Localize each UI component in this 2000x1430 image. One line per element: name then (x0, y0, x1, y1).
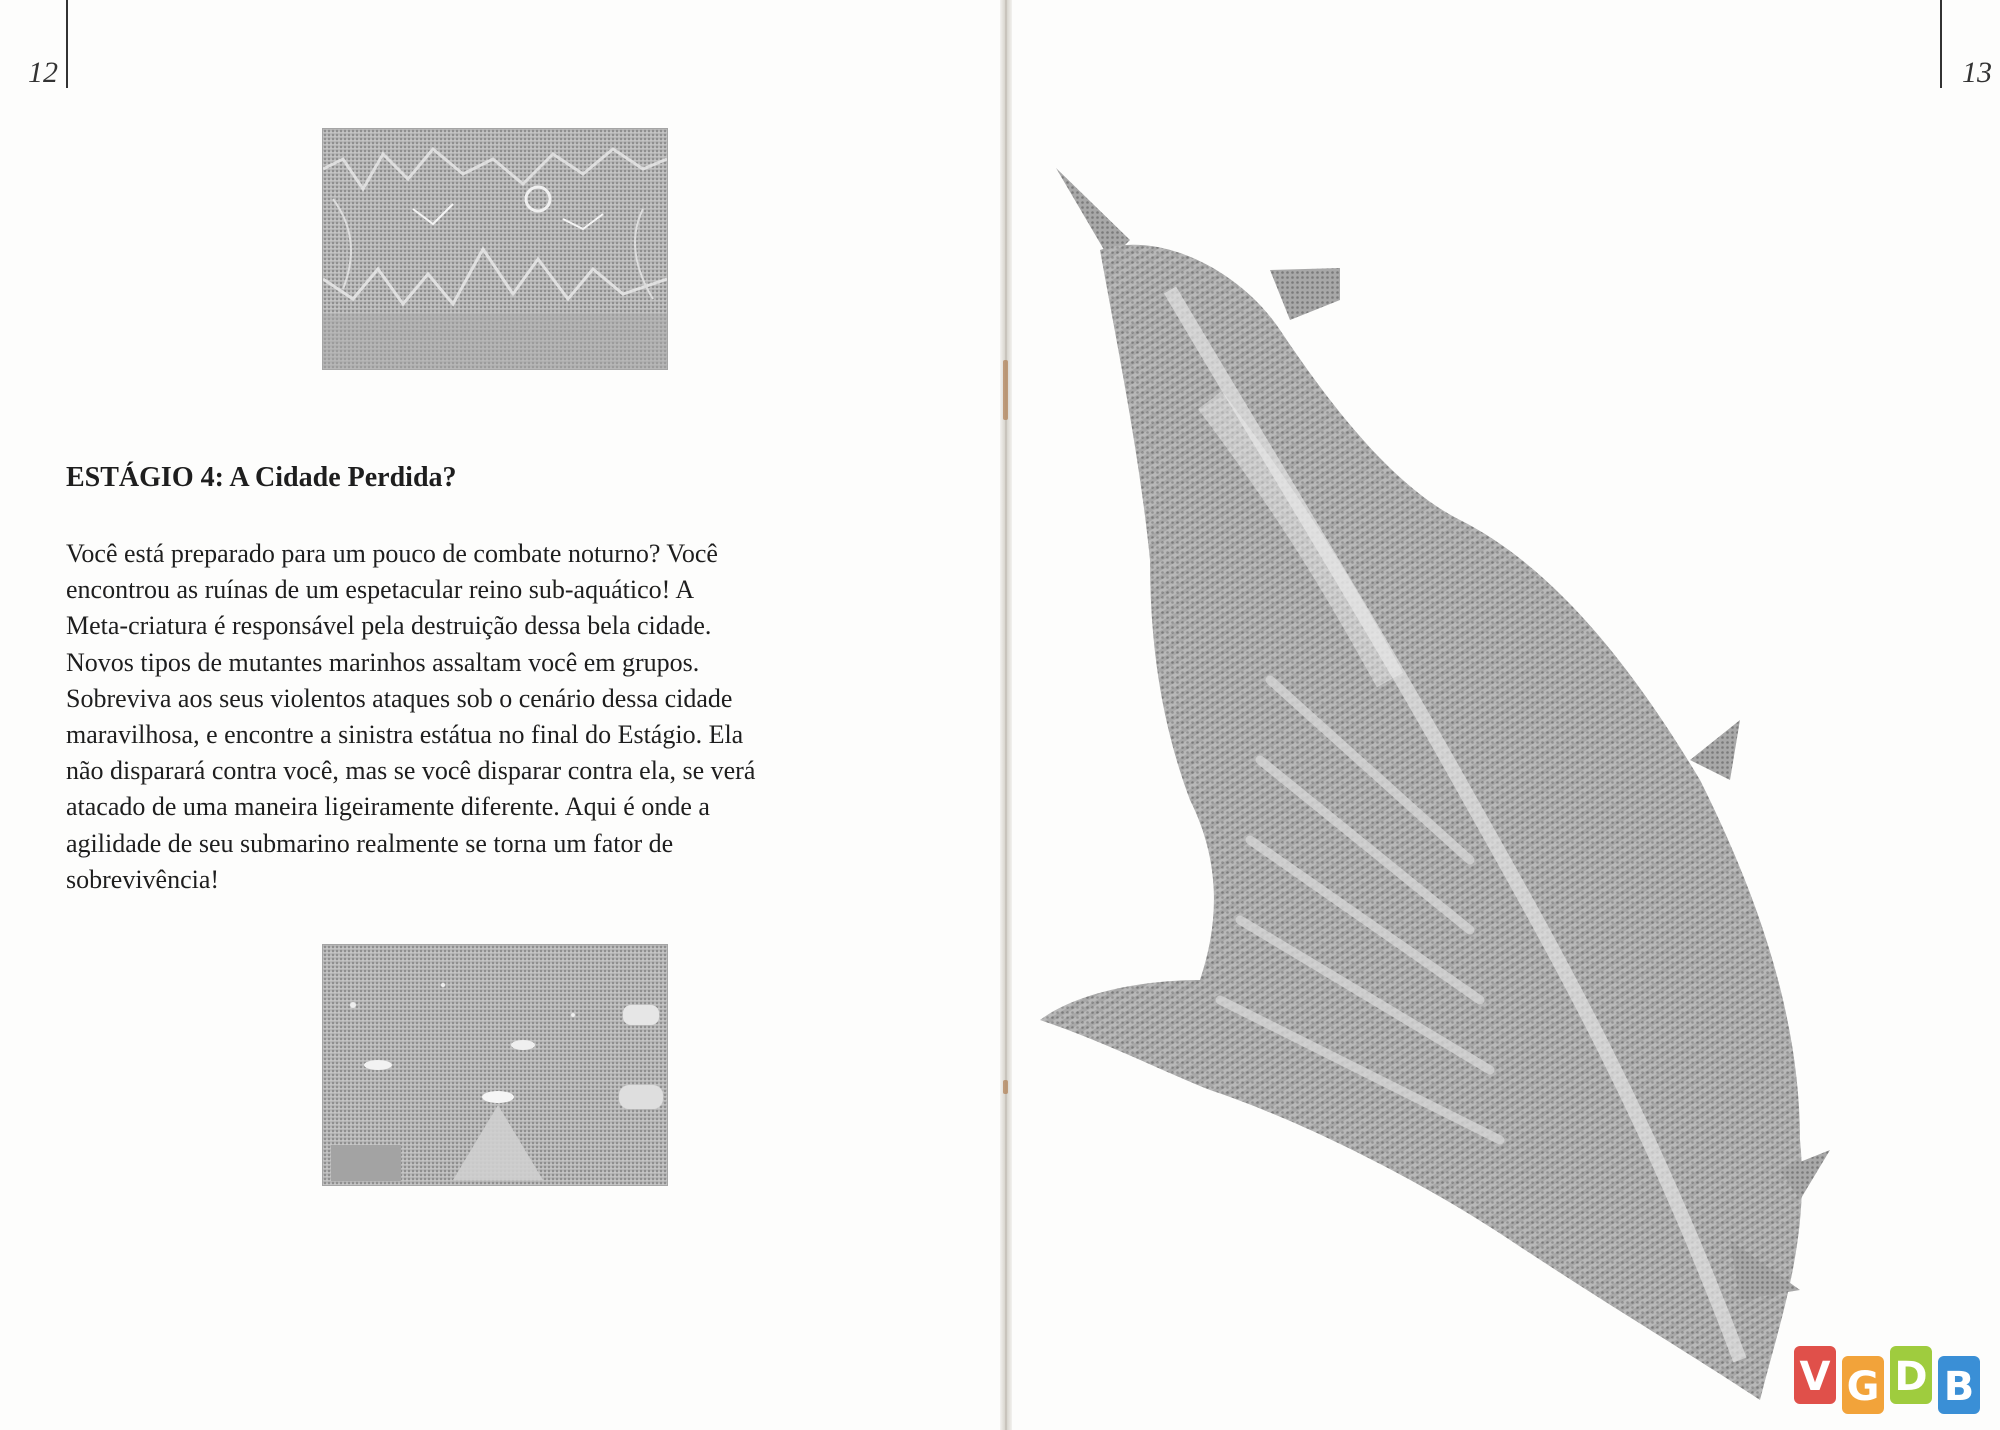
book-gutter (1000, 0, 1012, 1430)
paragraph-line: encontrou as ruínas de um espetacular reino sub-aquático! A (66, 575, 695, 605)
paragraph-line: Sobreviva aos seus violentos ataques sob o cenário dessa cidade (66, 683, 733, 713)
paragraph-line: atacado de uma maneira ligeiramente diferente. Aqui é onde a (66, 792, 710, 822)
svg-text:V: V (1799, 1354, 1831, 1400)
svg-text:D: D (1894, 1354, 1928, 1400)
paragraph-line: sobrevivência! (66, 864, 220, 894)
game-screenshot-ruins (322, 128, 668, 370)
paragraph-line: Você está preparado para um pouco de combate noturno? Você (66, 539, 718, 568)
page-corner-rule (1940, 0, 1942, 88)
submarine-illustration (1040, 160, 1980, 1420)
side-fin (1690, 720, 1740, 780)
section-heading: ESTÁGIO 4: A Cidade Perdida? (66, 462, 457, 493)
vgdb-watermark-logo (1790, 1342, 1990, 1422)
paragraph-line: agilidade de seu submarino realmente se torna um fator de (66, 828, 674, 858)
stage-description (66, 536, 936, 898)
game-screenshot-city (322, 944, 668, 1186)
city-scene-icon (323, 945, 667, 1185)
gutter-stain (1003, 360, 1008, 420)
paragraph-line: Meta-criatura é responsável pela destruição dessa bela cidade. (66, 611, 712, 641)
page-number-left: 12 (28, 56, 58, 89)
ruins-scene-icon (323, 129, 667, 369)
svg-text:B: B (1943, 1364, 1975, 1410)
paragraph-line: maravilhosa, e encontre a sinistra estátua no final do Estágio. Ela (66, 720, 744, 750)
page-corner-rule (66, 0, 68, 88)
svg-text:G: G (1846, 1364, 1880, 1410)
paragraph-line: Novos tipos de mutantes marinhos assaltam você em grupos. (66, 647, 700, 677)
dorsal-fin (1270, 268, 1340, 320)
gutter-stain (1003, 1080, 1008, 1094)
page-number-right: 13 (1962, 56, 1992, 89)
paragraph-line: não disparará contra você, mas se você disparar contra ela, se verá (66, 756, 756, 786)
